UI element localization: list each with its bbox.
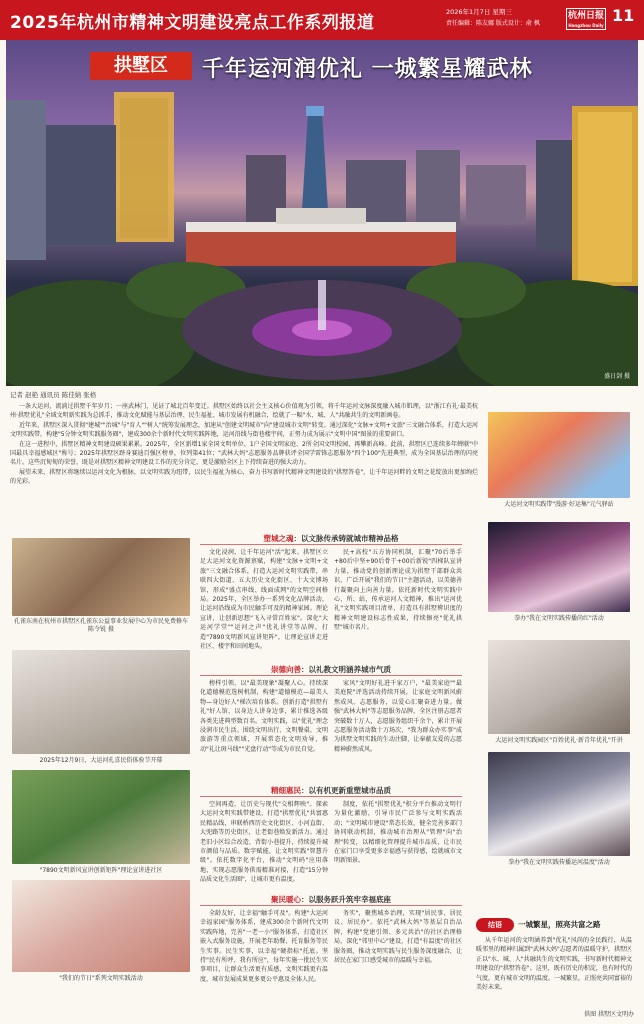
photo-bike-repair: [12, 538, 190, 616]
main-headline: 千年运河润优礼 一城繁星耀武林: [202, 57, 533, 82]
photo-vitality-station: [488, 412, 630, 498]
district-badge: 拱墅区: [90, 52, 192, 80]
newspaper-logo: 杭州日报 Hangzhou Daily: [566, 8, 606, 30]
section-4-col-2: 务实"，聚焦城乡治理，实现"居民事、居民议、居民办"。依托"武林大妈"等基层自治品牌，构建"党建引领、多元共治"的社区治理格局，深化"邻里中心"建设，打造"有温度"的社区服务圈，推动文明实践与民生服务深度融合，让居民在家门口感受城市的温暖与幸福。: [334, 910, 462, 965]
section-heading-4: 聚民暖心：以服务跃升筑牢幸福底座: [271, 895, 391, 904]
page-number: 11: [612, 6, 635, 25]
photo-lecture: [12, 770, 190, 864]
city-skyline-illustration: [6, 40, 638, 386]
caption-civility-lecture: 大运河文明实践园区"百姓优礼·新青年优礼"开讲: [495, 737, 623, 744]
section-1-col-2: 民+高校"五方协同机制，汇聚"70后举手+80后中坚+90后骨干+00后新锐"四梯队宣讲力量，推动党的创新理论成为拱墅干部群众共识，广泛开展"我们的节日"主题活动，以美德善行凝聚向上向善力量。依托新时代文明实践中心、所、站，传承运河人文精神，推出"运河优礼"文明实践项目清单，打造具有拱墅辨识度的精神文明建设标志性成果，持续擦亮"优礼拱墅"城市名片。: [334, 549, 462, 632]
editor-credits: 责任编辑：陈友娜 版式设计：俞 枫: [446, 20, 540, 27]
section-3-col-1: 空间再造，让历史与现代"交相辉映"。探索大运河文明实践带建设，打造"拱墅优礼"共富惠民精品线，串联桥西历史文化街区、小河直街、大兜路等历史街区，让老街巷焕发新活力。通过老旧小区综合改造、背街小巷提升，持续提升城市颜值与品质。数字赋能，让文明实践"智慧升级"。依托数字化平台，推动"文明码"应用落地，实现志愿服务供需精准对接，打造"15分钟品质文化生活圈"，让城市更有温度。: [200, 801, 328, 884]
section-heading-1: 塑城之魂：以文脉传承铸就城市精神品格: [263, 534, 399, 543]
caption-vitality-station: 大运河文明实践带"漫游·好运集"元气驿站: [504, 501, 614, 508]
intro-text: 一条大运河，流淌过拱墅千年岁月；一座武林门，见证了城北百年变迁。拱墅区始终以社会主义核心价值观为引领，将千年运河文脉深度融入城市肌理，以"浙江有礼·最美杭州·拱墅优礼"全域文明新实践为总抓手，推动文化赋能与基层治理、民生福祉、城市发展有机融合，绘就了一幅"水、城、人"共融共生的文明新画卷。 近年来，拱墅区深入贯彻"建城""治城"与"育人""树人"统筹发展理念，加速从"创建文明城市"向"建设城市文明"转变。通过深化"文脉+文明+文旅"三文融合体系，打造大运河文明实践带，构建"5分钟文明实践服务圈"，建成300余个新时代文明实践阵地，运河沿线与街巷楼宇间，正努力成为展示"文明中国"图景的重要窗口。 在这一进程中，拱墅区精神文明建设硕果累累。2025年，全区新增1家全国文明单位、1户全国文明家庭、2所全国文明校园，再攀新高峰。此前，拱墅区已连续多年蝉联"中国最具幸福感城区"称号；2025年拱墅区跻身赛迪百强区榜单，位列第41位；"武林大妈"志愿服务品牌获评全国学雷锋志愿服务"四个100"先进典型，成为全国基层治理的闪亮名片。这些沉甸甸的荣誉，既是对拱墅区精神文明建设工作的充分肯定，更是激励全区上下持续奋进的强大动力。 展望未来，拱墅区将继续以运河文化为根脉，以文明实践为纽带，以民生福祉为核心，奋力书写新时代精神文明建设的"拱墅答卷"，让千年运河畔的文明之花绽放出更加绚烂的光彩。: [10, 403, 478, 486]
section-rule-4: [200, 905, 462, 906]
caption-canal-warmth: 拳办"我在文明实践传播运河温度"活动: [508, 859, 610, 866]
caption-festival-activity: "我们的节日"系列文明实践活动: [59, 975, 143, 982]
photo-festival-activity: [12, 880, 190, 972]
section-rule-2: [200, 675, 462, 676]
conclusion-title: 一城繁星，照亮共富之路: [518, 920, 601, 929]
photo-folk-festival: [12, 650, 190, 754]
photo-canal-warmth: [488, 752, 630, 856]
section-2-col-1: 榜样引领，以"最美现象"凝聚人心。持续深化道德模范选树机制，构建"道德模范—最美人物—身边好人"梯次培育体系。创新打造"拱墅有礼"好人馆，以身边人讲身边事，累计推选各级各类先进典型数百名。文明实践，以"优礼"理念浸润市民生活。围绕文明出行、文明餐桌、文明旅游等重点领域，开展常态化文明劝导，推动"礼让斑马线""光盘行动"等成为市民自觉。: [200, 680, 328, 753]
issue-date: 2026年1月7日 星期三: [446, 8, 512, 16]
section-rule-1: [200, 544, 462, 545]
byline: 记者 赵艳 通讯员 陈佳婧 张格: [10, 391, 97, 399]
conclusion-text: 从千年运河的文明涵养到"优礼"风尚的全民践行，从温暖邻里的精神归属到"武林大妈"志愿者的温暖守护，拱墅区正以"水、城、人"共融共生的文明实践，书写新时代精神文明建设的"拱墅答卷"。这里，既有历史的积淀，也有时代的气度，更有城市文明的温度。一城繁星，正照亮共同富裕的美好未来。: [476, 937, 632, 992]
series-title: 2025年杭州市精神文明建设亮点工作系列报道: [10, 13, 375, 33]
photo-source-credit: 供图 拱墅区文明办: [584, 1011, 634, 1018]
photo-stage-event: [488, 522, 630, 612]
section-3-col-2: 制度，依托"拱墅优礼"积分平台推动文明行为量化激励，引导市民广泛参与文明实践活动；"文明城市建设"常态长效，健全完善多部门协同联动机制，推动城市治理从"管理"向"治理"转变，以精细化管理提升城市品质，让市民在家门口享受更多幸福感与获得感，绘就城市文明新图景。: [334, 801, 462, 865]
hero-photo-credit: 盛日剑 摄: [604, 373, 630, 380]
photo-civility-lecture: [488, 640, 630, 734]
section-1-col-1: 文化浸润，让千年运河"活"起来。拱墅区立足大运河文化资源禀赋，构建"文脉+文明+文旅"三文融合体系，打造大运河文明实践带，串联四大街道、五大历史文化街区、十大文博场馆，形成"盛点串线、线面成网"的文明空间格局。2025年，全区举办一系列文化品牌活动，让运河沿线成为市民触手可及的精神家园。理论宣讲，让创新思想"飞入寻常百姓家"。深化"大运河学堂""运河之声"优礼讲堂等品牌，打造"7890文明新风宣讲矩阵"，让理论宣讲走进社区、楼宇和田间地头。: [200, 549, 328, 651]
section-heading-3: 精细惠民：以有机更新重塑城市品质: [271, 786, 391, 795]
section-heading-2: 崇德向善：以礼教文明涵养城市气质: [271, 665, 391, 674]
page-header: [0, 0, 644, 40]
caption-folk-festival: 2025年12月9日，大运河孔喜民俗体验节开幕: [39, 757, 163, 764]
caption-lecture: "7890文明新风宣讲创新矩阵"理论宣讲进社区: [39, 867, 163, 874]
caption-stage-event: 拳办"我在文明实践传播尚红"活动: [514, 615, 604, 622]
section-4-col-1: 全龄友好，让幸福"触手可及"。构建"大运河幸福家园"服务体系，建成300余个新时代文明实践阵地，完善"一老一小"服务体系，打造社区嵌入式服务设施，开展老年助餐、托育服务等民生实事。民生实事，以幸福"硬指标"托底。坚持"民有所呼、我有所应"，每年实施一批民生实事项目，让群众生活更有质感，文明实践更有温度，城市发展成果更多更公平惠及全体人民。: [200, 910, 328, 983]
hero-photo: [6, 40, 638, 386]
section-rule-3: [200, 796, 462, 797]
caption-bike-repair: 孔雀东南在杭州市拱墅区孔雀东公益事业发展中心为市民免费修车 陈令锐 摄: [13, 618, 188, 633]
section-2-col-2: 家风"文明好礼进千家万户，"最美家庭""最美庭院"评选活动持续开展，让家庭文明新风蔚然成风。志愿服务，以爱心汇聚奋进力量。做强"武林大妈"等志愿服务品牌，全区注册志愿者突破数十万人，志愿服务组织千余个，累计开展志愿服务活动数十万场次，"我为群众办实事"成为拱墅文明实践的生动注脚，让奉献友爱的志愿精神蔚然成风。: [334, 680, 462, 753]
conclusion-badge: 结语: [476, 918, 514, 932]
